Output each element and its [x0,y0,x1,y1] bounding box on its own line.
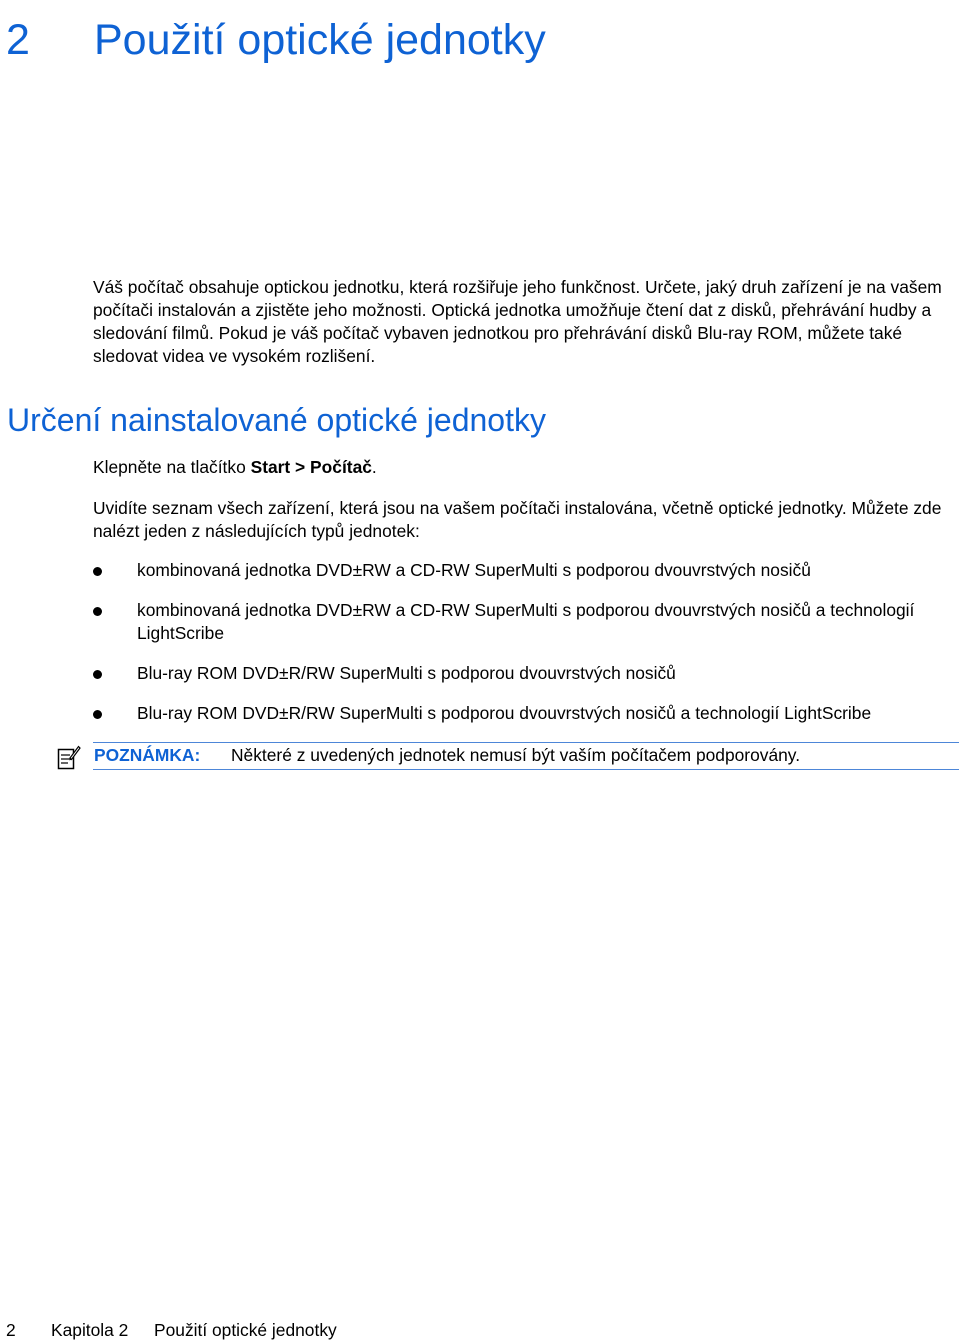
footer-chapter-ref: Kapitola 2 [51,1320,129,1340]
menu-separator: > [290,457,311,477]
list-item [93,599,959,645]
footer-page-number: 2 [6,1320,16,1340]
chapter-title-text: Použití optické jednotky [94,16,546,64]
list-item-text: Blu-ray ROM DVD±R/RW SuperMulti s podporou dvouvrstvých nosičů a technologií LightScribe [137,703,872,723]
start-menu-label: Start [250,457,291,477]
note-text: Některé z uvedených jednotek nemusí být vaším počítačem podporovány. [231,745,801,765]
bullet-icon [93,710,102,719]
note-label: POZNÁMKA: [94,745,201,765]
bullet-icon [93,567,102,576]
step-instruction [93,456,959,479]
computer-menu-label: Počítač [310,457,372,477]
footer-chapter-title: Použití optické jednotky [154,1320,337,1340]
list-item [93,662,959,685]
chapter-title [6,14,546,66]
drive-list-intro: Uvidíte seznam všech zařízení, která jsou na vašem počítači instalována, včetně optické jednotky. Můžete zde nalézt jeden z následujících typů jednotek: [93,498,942,541]
chapter-number: 2 [6,16,30,64]
note-bottom-rule [93,769,959,770]
list-item [93,702,959,725]
note-box [57,742,959,768]
bullet-icon [93,670,102,679]
step-prefix: Klepněte na tlačítko [93,457,251,477]
intro-paragraph: Váš počítač obsahuje optickou jednotku, která rozšiřuje jeho funkčnost. Určete, jaký druh zařízení je na vašem počítači instalován a zjistěte jeho možnosti. Optická jednotka umožňuje čtení dat z disků, přehrávání hudby a sledování filmů. Pokud je váš počítač vybaven jednotkou pro přehrávání disků Blu-ray ROM, můžete také sledovat videa ve vysokém rozlišení. [93,277,942,366]
list-item [93,559,959,582]
page-footer [6,1318,337,1342]
bullet-icon [93,607,102,616]
step-suffix: . [371,457,377,477]
section-heading: Určení nainstalované optické jednotky [7,402,546,438]
list-item-text: kombinovaná jednotka DVD±RW a CD-RW SuperMulti s podporou dvouvrstvých nosičů [137,560,811,580]
note-pencil-icon [57,744,81,770]
drive-type-list [93,559,959,725]
list-item-text: Blu-ray ROM DVD±R/RW SuperMulti s podporou dvouvrstvých nosičů [137,663,676,683]
list-item-text: kombinovaná jednotka DVD±RW a CD-RW SuperMulti s podporou dvouvrstvých nosičů a technologií LightScribe [137,600,915,643]
